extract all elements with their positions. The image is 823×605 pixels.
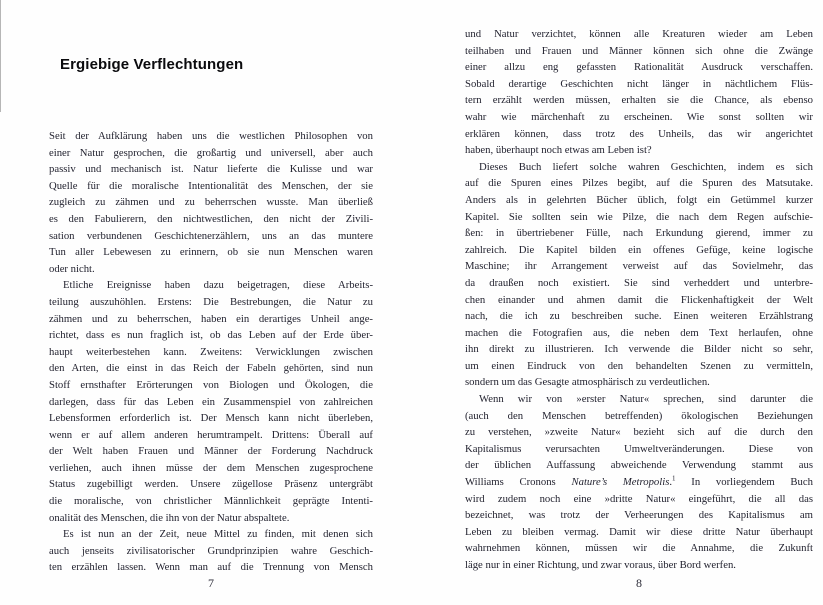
text-line: nach, die ich zu beschreiben suche. Einen weiteren Erzählstrang bbox=[465, 310, 813, 323]
text-line: teilung auszuhöhlen. Erstens: Die Bestrebungen, die Natur zu bbox=[49, 295, 373, 308]
text-line: um einen Eindruck von den behandelten Szenen zu vermitteln, bbox=[465, 359, 813, 372]
text-line: wenn er auf allem anderen herumtrampelt. Drittens: Überall auf bbox=[49, 428, 373, 441]
text-line: auf die Spuren eines Pilzes begibt, auf die Spuren des Matsutake. bbox=[465, 177, 813, 190]
text-line: wahrnehmen können, müssen wir die Annahme, die Zukunft bbox=[465, 542, 813, 555]
text-line: Status zugebilligt werden. Unsere zügellose Präsenz untergräbt bbox=[49, 478, 373, 491]
text-line: darlegen, dass für das Leben ein Zusammenspiel von zahlreichen bbox=[49, 395, 373, 408]
text-line: (auch den Menschen betreffenden) ökologischen Beziehungen bbox=[465, 409, 813, 422]
text-line: Tun aller Lebewesen zu erinnern, ob sie nun Menschen waren bbox=[49, 246, 373, 259]
text-line: Stoff ernsthafter Erörterungen von Biologen und Ökologen, die bbox=[49, 378, 373, 391]
text-line: der Welt haben Frauen und Männer der Forderung Nachdruck bbox=[49, 445, 373, 458]
text-line: haupt weiterbestehen kann. Zweitens: Verwicklungen zwischen bbox=[49, 345, 373, 358]
text-line: Dieses Buch liefert solche wahren Geschichten, indem es sich bbox=[479, 160, 813, 173]
text-line: sondern um das Gesagte atmosphärisch zu verdeutlichen. bbox=[465, 376, 710, 389]
text-line: läge nur in einer Richtung, und zwar voraus, über Bord werfen. bbox=[465, 559, 736, 571]
text-line: und Natur verzichtet, können alle Kreaturen wieder am Leben bbox=[465, 28, 813, 40]
left-page-number: 7 bbox=[208, 576, 214, 590]
text-line: ihn direkt zu illustrieren. Ich verwende die Bilder nicht so sehr, bbox=[465, 343, 813, 356]
text-line: haben, überhaupt noch etwas am Leben ist? bbox=[465, 144, 652, 157]
page-right bbox=[465, 0, 813, 605]
text-line: Sobald derartige Geschichten nicht länger in nächtlichem Flüs- bbox=[465, 77, 813, 90]
left-page-body-text bbox=[49, 128, 373, 576]
text-line: Quelle für die moralische Intentionalität des Menschen, der sie bbox=[49, 179, 373, 192]
text-line: erklären können, dass trotz des Unheils, das wir angerichtet bbox=[465, 127, 813, 140]
text-line: der üblichen Auffassung abweichende Verwendung stammt aus bbox=[465, 459, 813, 472]
text-line: Williams Cronons Nature’s Metropolis.$^1$ In vorliegendem Buch bbox=[465, 474, 813, 489]
right-page-number: 8 bbox=[636, 576, 642, 590]
text-line: sation verbundenen Geschichtenerzählern, uns an das muntere bbox=[49, 229, 373, 242]
text-line: Anders als in gelehrten Bücher üblich, folgt ein Getümmel kurzer bbox=[465, 193, 813, 206]
text-line: einer Natur gesprochen, die großartig und universell, aber auch bbox=[49, 146, 373, 159]
text-line: passiv und mechanisch ist. Natur lieferte die Kulisse und war bbox=[49, 163, 373, 176]
text-line: Etliche Ereignisse haben dazu beigetragen, diese Arbeits- bbox=[63, 279, 373, 292]
text-line: teilhaben und Frauen und Männer können sich ohne die Zwänge bbox=[465, 44, 813, 57]
text-line: bezeichnet, was trotz der Verheerungen des Kapitalismus am bbox=[465, 509, 813, 522]
text-line: einer allzu eng gefassten Rationalität Ausdruck verschaffen. bbox=[465, 61, 813, 74]
text-line: Seit der Aufklärung haben uns die westlichen Philosophen von bbox=[49, 130, 373, 142]
text-line: zu verstehen, »zweite Natur« bezieht sich auf die durch den bbox=[465, 426, 813, 439]
text-line: Wenn wir von »erster Natur« sprechen, sind darunter die bbox=[479, 393, 813, 406]
text-line: oder nicht. bbox=[49, 262, 95, 275]
scan-edge-artifact bbox=[0, 0, 1, 112]
text-line: wird zudem noch eine »dritte Natur« eingeführt, die all das bbox=[465, 492, 813, 505]
text-line: wahr wie märchenhaft zu erscheinen. Wie sonst sollten wir bbox=[465, 110, 813, 123]
text-line: den Arten, die einst in das Reich der Fabeln gehörten, sind nun bbox=[49, 362, 373, 375]
text-line: auch jenseits zivilisatorischer Grundprinzipien wahre Geschich- bbox=[49, 544, 373, 557]
text-line: Kapitel. Sie sollten sein wie Pilze, die nach dem Regen aufschie- bbox=[465, 210, 813, 223]
text-line: Lebensformen erforderlich ist. Der Mensch kann nicht überleben, bbox=[49, 412, 373, 425]
text-line: es den Fabulierern, den nichtwestlichen, den nicht der Zivili- bbox=[49, 212, 373, 225]
text-line: Leben zu bleiben vermag. Damit wir diese dritte Natur überhaupt bbox=[465, 525, 813, 538]
right-page-body-text bbox=[465, 26, 813, 574]
text-line: ten erzählen lassen. Wenn man auf die Trennung von Mensch bbox=[49, 561, 373, 574]
text-line: chen einander und ahmen damit die Flickenhaftigkeit der Welt bbox=[465, 293, 813, 306]
text-line: ßen: in übertriebener Fülle, nach Erkundung gierend, immer zu bbox=[465, 227, 813, 240]
text-line: tern erzählt werden müssen, erhalten sie die Chance, als ebenso bbox=[465, 94, 813, 107]
text-line: zähmen und zu beherrschen, haben ein derartiges Unheil ange- bbox=[49, 312, 373, 325]
text-line: onalität des Menschen, die ihn von der Natur abspaltete. bbox=[49, 511, 290, 524]
text-line: die moralische, von christlicher Männlichkeit geprägte Intenti- bbox=[49, 495, 373, 508]
text-line: richtet, dass es nun fraglich ist, ob das Leben auf der Erde über- bbox=[49, 329, 373, 342]
text-line: Kapitalismus verursachten Umweltveränderungen. Diese von bbox=[465, 442, 813, 455]
text-line: da draußen noch existiert. Sie sind verheddert und unterbre- bbox=[465, 276, 813, 289]
page-left bbox=[49, 0, 373, 605]
text-line: Es ist nun an der Zeit, neue Mittel zu finden, mit denen sich bbox=[63, 528, 373, 541]
text-line: zugleich zu zähmen und zu beherrschen wusste. Man überließ bbox=[49, 196, 373, 209]
chapter-heading: Ergiebige Verflechtungen bbox=[60, 56, 244, 73]
text-line: Maschine; ihr Arrangement verweist auf das Sovielmehr, das bbox=[465, 260, 813, 273]
text-line: machen die Fotografien aus, die neben dem Text herlaufen, ohne bbox=[465, 326, 813, 339]
text-line: verliehen, auch ihnen müsse der dem Menschen zugesprochene bbox=[49, 461, 373, 474]
text-line: zahlreich. Die Kapitel bilden ein offenes Gefüge, keine logische bbox=[465, 243, 813, 256]
